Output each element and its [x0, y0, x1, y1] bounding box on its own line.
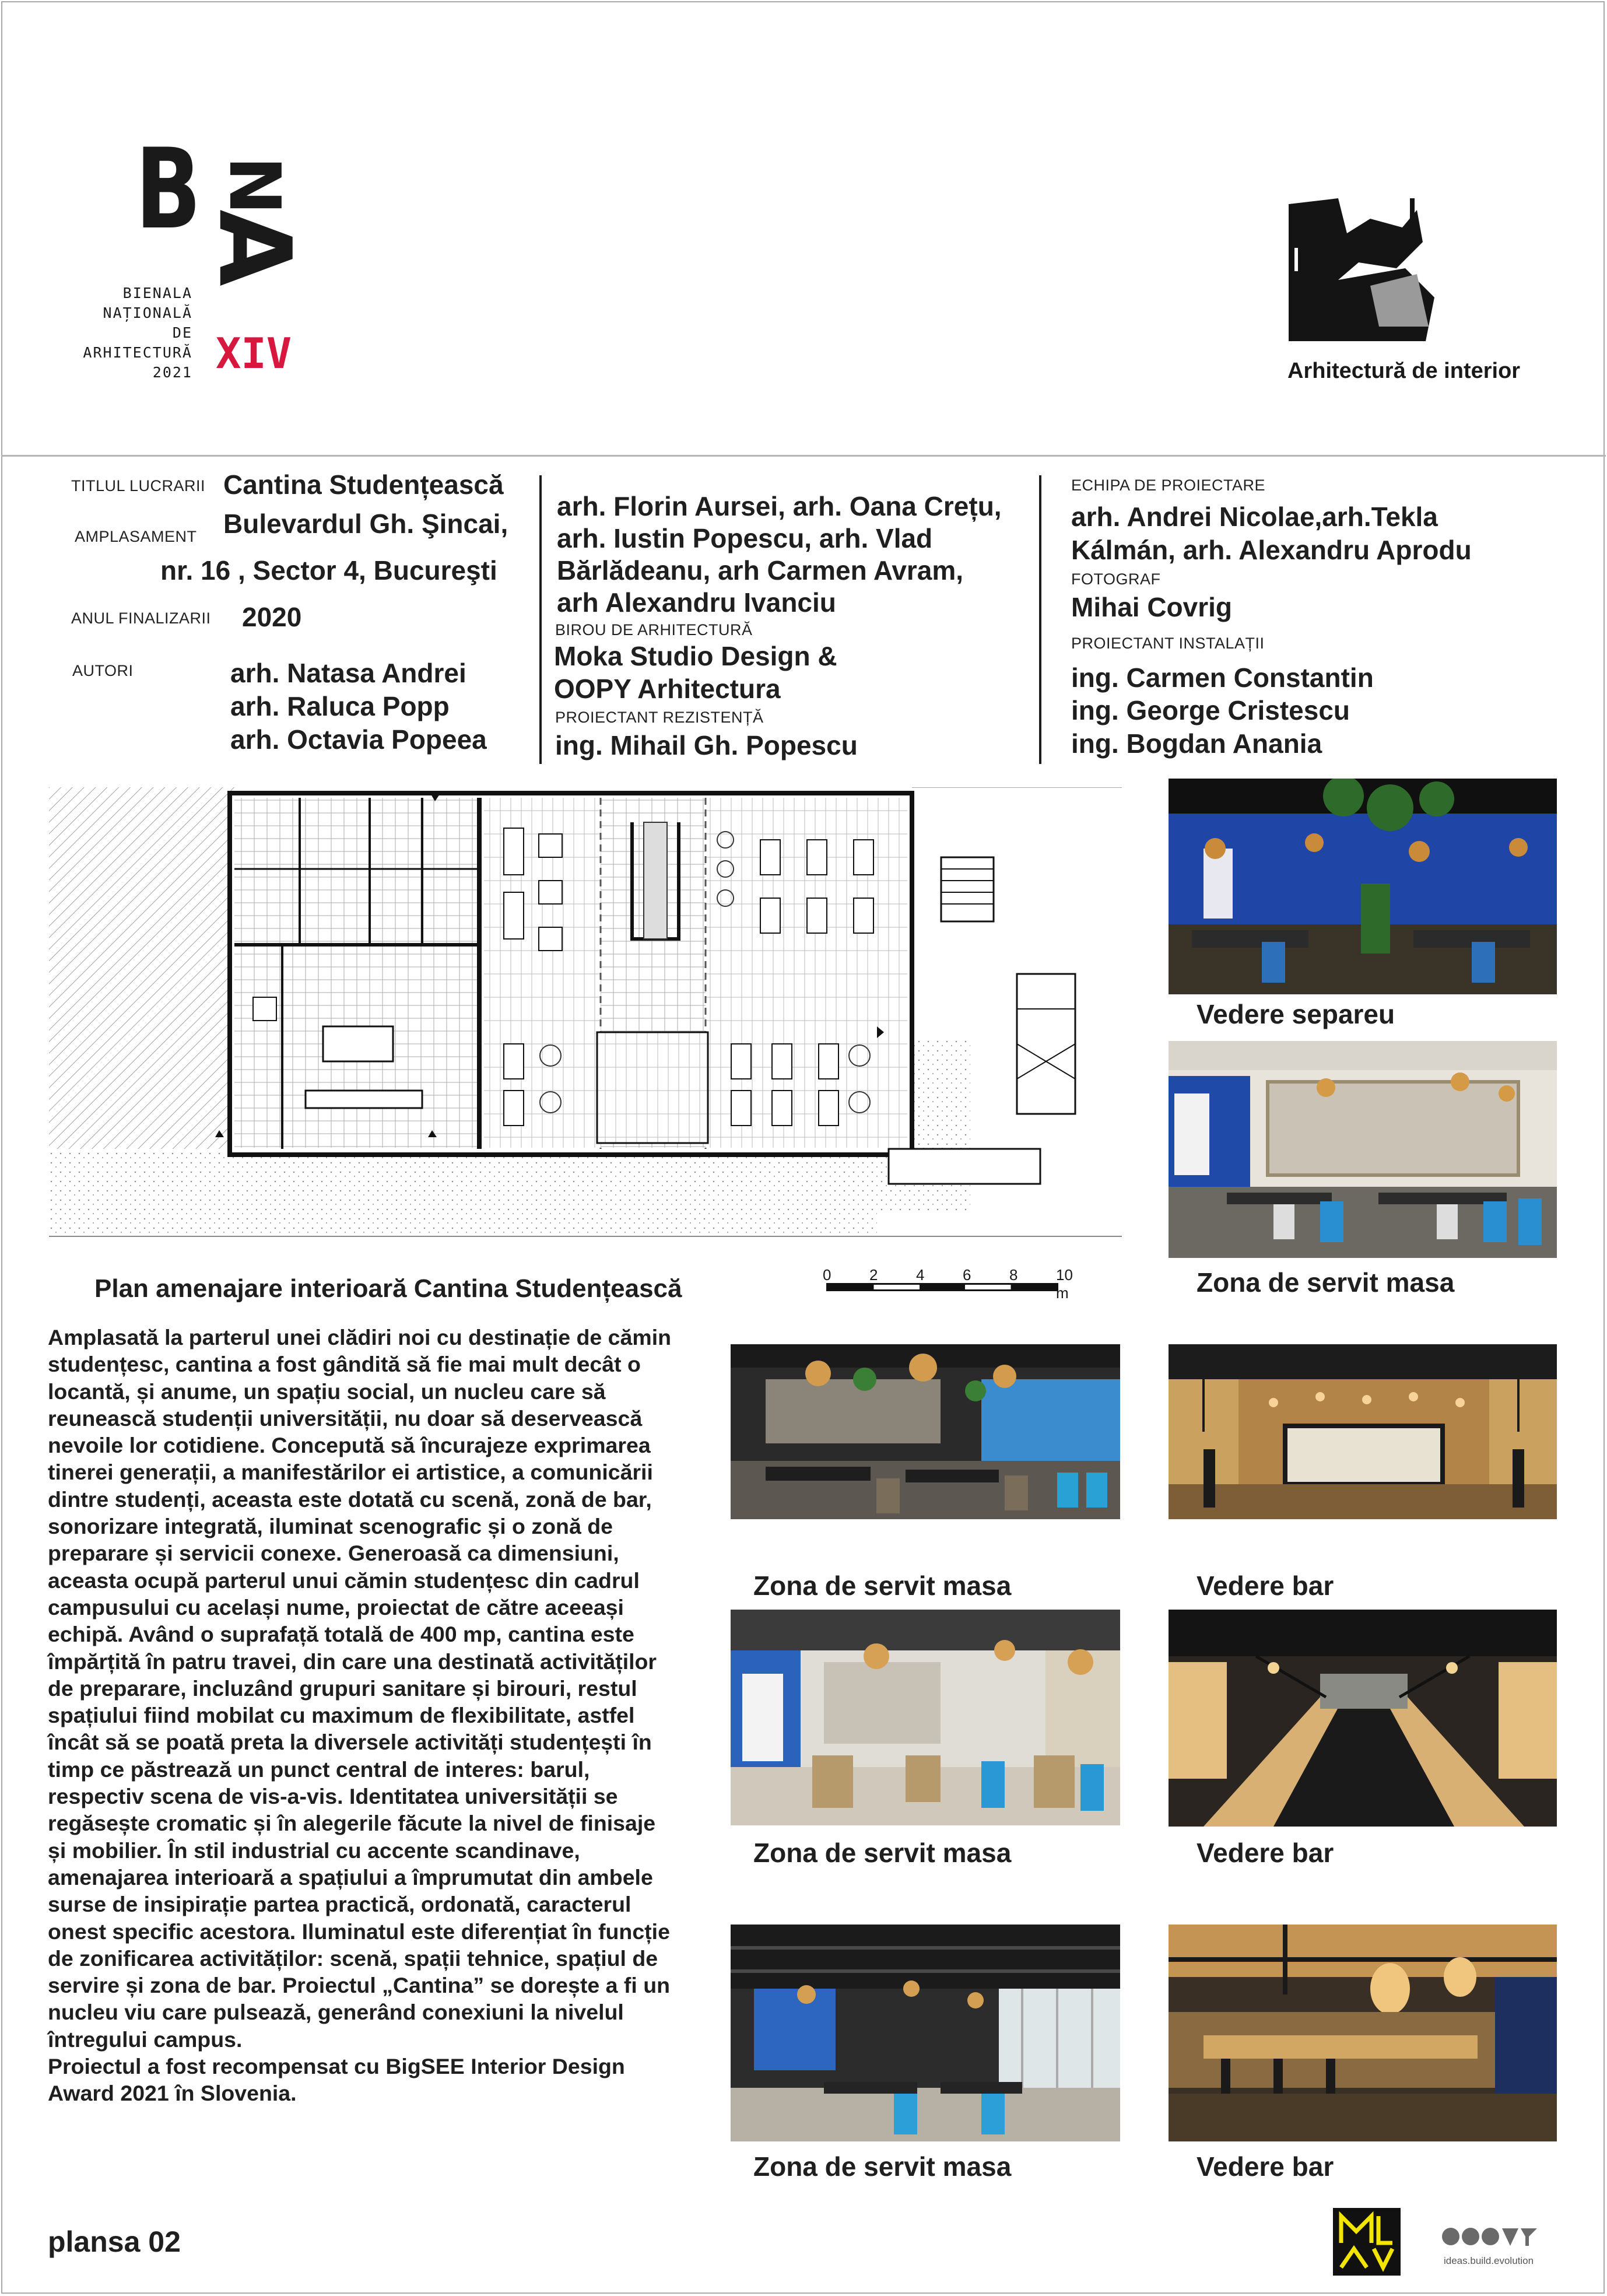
year-label: ANUL FINALIZARII [71, 609, 211, 627]
title-label: TITLUL LUCRARII [71, 477, 206, 495]
photo-vedere-bar-2 [1169, 1610, 1557, 1827]
caption-zona-servit-2: Zona de servit masa [753, 1571, 1012, 1601]
floor-plan [49, 787, 1122, 1242]
office-line-2: OOPY Arhitectura [554, 674, 781, 704]
scale-tick-6: 6 [963, 1266, 971, 1284]
floor-plan-drawing [49, 787, 1122, 1242]
description-paragraph-2: Proiectul a fost recompensat cu BigSEE Interior Design Award 2021 în Slovenia. [48, 2054, 625, 2106]
bna-letter-a: A [196, 209, 312, 286]
description-paragraph-1: Amplasată la parterul unei clădiri noi cu destinație de cămin studențesc, cantina a fost gândită să fie mai mult decât o locantă, și anume, un spațiu social, un nucleu care să reunească studenții universității, nu doar să deservească nevoile lor cotidiene. Concepută să încurajeze exprimarea tinerei generații, a manifestărilor ei artistice, a comunicării dintre studenți, aceasta este dotată cu scenă, zonă de bar, sonorizare integrată, iluminat scenografic și o zonă de preparare și servicii conexe. Generoasă ca dimensiuni, aceasta ocupă parterul unui cămin studențesc din cadrul campusului cu același nume, proiectat de către aceeași echipă. Având o suprafață totală de 400 mp, cantina este împărțită în patru travei, din care una destinată activităților de preparare, incluzând grupuri sanitare și birouri, restul spațiului fiind mobilat cu maximum de flexibilitate, astfel încât să se poată preta la diversele activități studențești în timp ce păstrează un punct central de interes: barul, respectiv scena de vis-a-vis. Identitatea universității se regăsește cromatic și în alegerile făcute la nivel de finisaje și mobilier. În stil industrial cu accente scandinave, amenajarea interioară a spațiului a împrumutat din ambele surse de insipirație partea practică, ordonată, caracterul onest specific acestora. Iluminatul este diferențiat în funcție de zonificarea activităților: scenă, spații tehnice, spațiul de servire și zona de bar. Proiectul „Cantina” se dorește a fi un nucleu viu care pulsează, generând conexiuni la nivelul întregului campus. [48, 1325, 672, 2052]
author-1: arh. Natasa Andrei [230, 658, 466, 688]
sheet-number: plansa 02 [48, 2225, 181, 2258]
info-divider-1 [539, 475, 542, 764]
photo-vedere-bar-3 [1169, 1925, 1557, 2141]
bna-logo [83, 125, 350, 408]
installations-2: ing. George Cristescu [1071, 695, 1350, 725]
project-title: Cantina Studențească [223, 469, 504, 500]
scale-bar-graphic [826, 1283, 1058, 1291]
author-cont-4: arh Alexandru Ivanciu [557, 587, 836, 618]
photo-zona-servit-4 [731, 1925, 1120, 2141]
photo-vedere-separeu [1169, 779, 1557, 994]
project-description [48, 1324, 678, 2107]
installations-label: PROIECTANT INSTALAȚII [1071, 635, 1265, 652]
installations-1: ing. Carmen Constantin [1071, 662, 1374, 693]
author-cont-2: arh. Iustin Popescu, arh. Vlad [557, 523, 933, 553]
photo-vedere-bar-1 [1169, 1344, 1557, 1519]
author-cont-3: Bărlădeanu, arh Carmen Avram, [557, 555, 964, 586]
author-3: arh. Octavia Popeea [230, 724, 487, 755]
office-line-1: Moka Studio Design & [554, 641, 837, 671]
info-divider-2 [1039, 475, 1041, 764]
scale-tick-4: 4 [916, 1266, 925, 1284]
author-cont-1: arh. Florin Aursei, arh. Oana Crețu, [557, 491, 1002, 521]
oopy-tagline: ideas.build.evolution [1444, 2255, 1534, 2266]
bna-letter-b: B [135, 125, 199, 254]
interior-architecture-icon [1283, 192, 1446, 344]
caption-vedere-separeu: Vedere separeu [1197, 999, 1395, 1029]
bna-text-year: 2021 [152, 364, 192, 381]
bna-letter-n: N [213, 156, 295, 215]
bna-text-nationala: NAȚIONALĂ [103, 304, 192, 321]
caption-zona-servit-4: Zona de servit masa [753, 2151, 1012, 2182]
photo-zona-servit-1 [1169, 1041, 1557, 1258]
bna-text-de: DE [172, 324, 192, 341]
team-label: ECHIPA DE PROIECTARE [1071, 476, 1266, 494]
plan-caption: Plan amenajare interioară Cantina Studențească [94, 1274, 682, 1303]
caption-zona-servit-3: Zona de servit masa [753, 1838, 1012, 1868]
year-value: 2020 [242, 602, 302, 632]
bna-edition: XIV [216, 329, 292, 378]
location-line-2: nr. 16 , Sector 4, Bucureşti [160, 555, 497, 586]
photo-zona-servit-2 [731, 1344, 1120, 1519]
caption-vedere-bar-3: Vedere bar [1197, 2151, 1334, 2182]
caption-zona-servit-1: Zona de servit masa [1197, 1267, 1455, 1298]
caption-vedere-bar-1: Vedere bar [1197, 1571, 1334, 1601]
structure-label: PROIECTANT REZISTENȚĂ [555, 709, 764, 726]
bna-text-arhitectura: ARHITECTURĂ [83, 344, 192, 361]
location-line-1: Bulevardul Gh. Şincai, [223, 509, 508, 539]
header-divider [1, 455, 1606, 457]
author-2: arh. Raluca Popp [230, 691, 450, 721]
scale-tick-8: 8 [1009, 1266, 1018, 1284]
location-label: AMPLASAMENT [75, 528, 197, 545]
bna-text-bienala: BIENALA [122, 285, 192, 302]
authors-label: AUTORI [72, 662, 134, 679]
moka-logo [1333, 2208, 1401, 2276]
team-line-2: Kálmán, arh. Alexandru Aprodu [1071, 535, 1472, 565]
office-label: BIROU DE ARHITECTURĂ [555, 621, 753, 639]
scale-tick-0: 0 [823, 1266, 831, 1284]
section-logo [1283, 192, 1446, 344]
caption-vedere-bar-2: Vedere bar [1197, 1838, 1334, 1868]
scale-bar [823, 1266, 1073, 1303]
oopy-icon [1440, 2225, 1545, 2254]
scale-tick-2: 2 [869, 1266, 878, 1284]
moka-icon [1333, 2208, 1401, 2276]
photo-zona-servit-3 [731, 1610, 1120, 1825]
photographer-label: FOTOGRAF [1071, 570, 1161, 588]
structure-engineer: ing. Mihail Gh. Popescu [555, 730, 858, 760]
oopy-logo [1440, 2225, 1545, 2272]
section-title: Arhitectură de interior [1287, 359, 1521, 383]
installations-3: ing. Bogdan Anania [1071, 728, 1322, 759]
team-line-1: arh. Andrei Nicolae,arh.Tekla [1071, 502, 1438, 532]
photographer: Mihai Covrig [1071, 592, 1233, 622]
scale-tick-10: 10 m [1056, 1266, 1073, 1302]
